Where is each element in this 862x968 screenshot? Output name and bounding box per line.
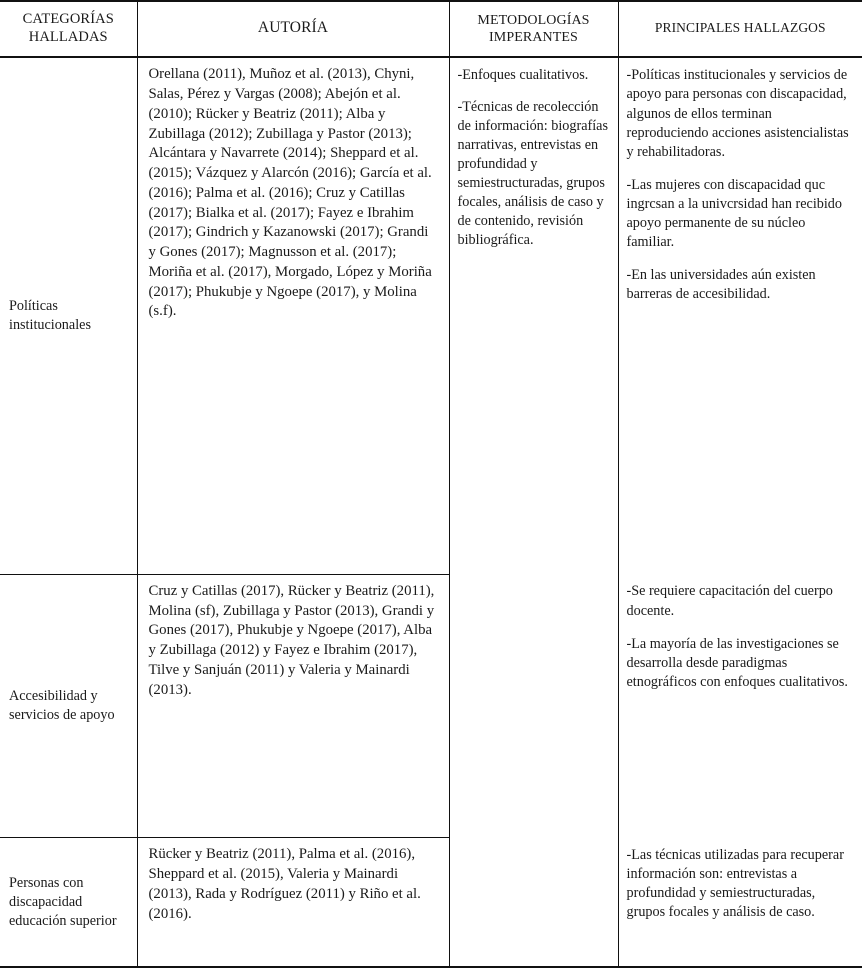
hallazgo-paragraph: -En las universidades aún existen barreras de accesibilidad. <box>626 267 816 303</box>
hallazgo-paragraph: -La mayoría de las investigaciones se desarrolla desde paradigmas etnográficos con enfoques cualitativos. <box>626 635 848 690</box>
metodologia-paragraph: -Técnicas de recolección de información: biografías narrativas, entrevistas en profundidad y semiestructuradas, grupos focales, análisis de caso y de contenido, revisión bibliográfica. <box>457 99 608 248</box>
cell-categoria: Políticas institucionales <box>0 57 137 574</box>
cell-categoria: Personas con discapacidad educación superior <box>0 838 137 967</box>
table-row <box>0 838 862 967</box>
row-spacer <box>627 304 855 568</box>
column-header-hallazgos: PRINCIPALES HALLAZGOS <box>618 1 862 57</box>
cell-hallazgos <box>618 57 862 574</box>
row-spacer <box>627 692 855 832</box>
cell-metodologias <box>449 57 618 838</box>
cell-metodologias <box>449 838 618 967</box>
metodologia-paragraph: -Enfoques cualitativos. <box>457 67 589 84</box>
table-row <box>0 57 862 574</box>
row-spacer <box>458 846 611 960</box>
hallazgo-paragraph: -Políticas institucionales y servicios de apoyo para personas con discapacidad, algunos de ellos terminan reproduciendo acciones asistencialistas y rehabilitadoras. <box>626 67 849 160</box>
cell-categoria: Accesibilidad y servicios de apoyo <box>0 574 137 837</box>
column-header-categorias: CATEGORÍAS HALLADAS <box>0 1 137 57</box>
hallazgo-paragraph: -Se requiere capacitación del cuerpo docente. <box>626 583 833 619</box>
header-row <box>0 1 862 57</box>
column-header-autoria: AUTORÍA <box>137 1 449 57</box>
cell-autoria: Orellana (2011), Muñoz et al. (2013), Chyni, Salas, Pérez y Vargas (2008); Abejón et al. (2010); Rücker y Beatriz (2011); Alba y Zubillaga (2012); Zubillaga y Pastor (2013); Alcántara y Navarrete (2014); Sheppard et al. (2015); Vázquez y Alarcón (2016); García et al. (2016); Palma et al. (2016); Cruz y Catillas (2017); Bialka et al. (2017); Fayez e Ibrahim (2017); Gindrich y Kazanowski (2017); Grandi y Gones (2017); Magnusson et al. (2017); Moriña et al. (2017), Morgado, López y Moriña (2017); Phukubje y Ngoepe (2017), y Molina (s.f). <box>137 57 449 574</box>
cell-autoria: Rücker y Beatriz (2011), Palma et al. (2016), Sheppard et al. (2015), Valeria y Mainardi (2013), Rada y Rodríguez (2011) y Riño et al. (2016). <box>137 838 449 967</box>
column-header-metodologias: METODOLOGÍAS IMPERANTES <box>449 1 618 57</box>
table-row <box>0 574 862 837</box>
hallazgo-paragraph: -Las mujeres con discapacidad quc ingrcsan a la univcrsidad han recibido apoyo permanente de su núcleo familiar. <box>626 176 842 251</box>
table-header <box>0 1 862 57</box>
cell-autoria: Cruz y Catillas (2017), Rücker y Beatriz (2011), Molina (sf), Zubillaga y Pastor (2013), Grandi y Gones (2017), Phukubje y Ngoepe (2017), Alba y Zubillaga (2012) y Fayez e Ibrahim (2017), Tilve y Sanjuán (2011) y Valeria y Mainardi (2013). <box>137 574 449 837</box>
table-body <box>0 57 862 967</box>
hallazgo-paragraph: -Las técnicas utilizadas para recuperar información son: entrevistas a profundidad y semiestructuradas, grupos focales y análisis de caso. <box>626 846 844 921</box>
cell-hallazgos <box>618 838 862 967</box>
cell-hallazgos <box>618 574 862 837</box>
